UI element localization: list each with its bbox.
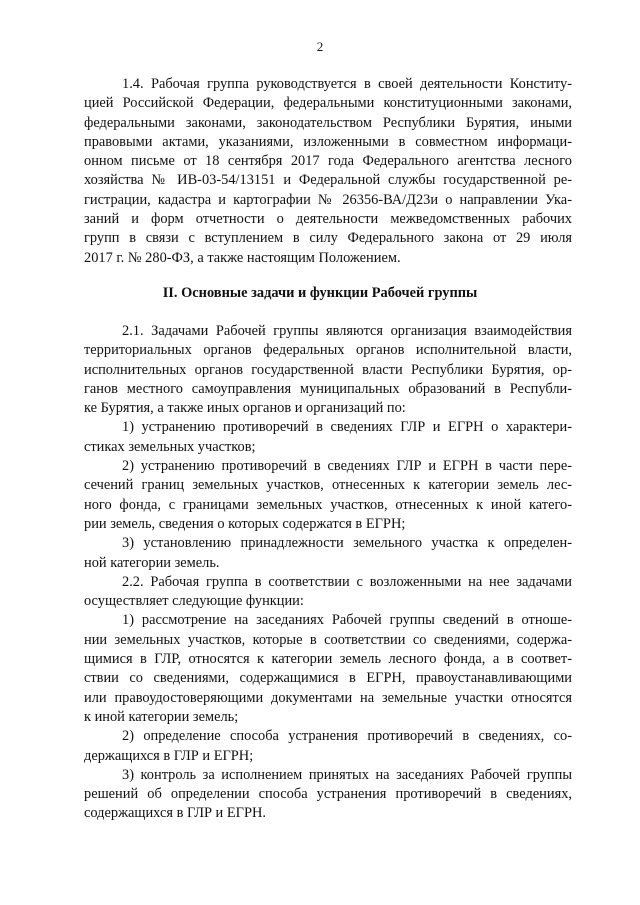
text-line: к иной категории земель; [84, 708, 239, 725]
text-line: 2) устранению противоречий в сведениях ГЛР и ЕГРН в части пере- [122, 458, 572, 475]
text-line: заний и форм отчетности о деятельности межведомственных рабочих [84, 211, 572, 228]
text-line: исполнительных органов государственной власти Республики Бурятия, ор- [84, 361, 572, 378]
text-line: содержащихся в ГЛР и ЕГРН. [84, 805, 266, 822]
text-line: 2.2. Рабочая группа в соответствии с возложенными на нее задачами [122, 573, 572, 590]
text-line: ке Бурятия, а также иных органов и организаций по: [84, 400, 406, 417]
text-line: федеральными законами, законодательством Республики Бурятия, иными [84, 114, 572, 131]
text-line: решений об определении способа устранения противоречий в сведениях, [84, 786, 572, 803]
text-line: 2) определение способа устранения противоречий в сведениях, со- [122, 728, 572, 745]
text-line: или правоудостоверяющими документами на земельные участки относятся [84, 689, 572, 706]
text-line: 1.4. Рабочая группа руководствуется в своей деятельности Конститу- [122, 76, 572, 92]
text-line: хозяйства № ИВ-03-54/13151 и Федеральной службы государственной ре- [84, 172, 572, 189]
section-body [84, 322, 572, 824]
text-line: групп в связи с вступлением в силу Федерального закона от 29 июля [84, 230, 572, 247]
page-number: 2 [316, 39, 324, 54]
text-line: 2017 г. № 280-ФЗ, а также настоящим Положением. [84, 249, 401, 266]
text-line: сечений границ земельных участков, отнесенных к категории земель лес- [84, 477, 572, 494]
text-line: гистрации, кадастра и картографии № 26356-ВА/Д23и о направлении Ука- [84, 191, 572, 208]
section-heading: II. Основные задачи и функции Рабочей группы [162, 285, 478, 301]
text-line: 1) устранению противоречий в сведениях ГЛР и ЕГРН о характери- [122, 419, 572, 436]
text-line: 3) установлению принадлежности земельного участка к определен- [122, 535, 572, 552]
text-line: онном письме от 18 сентября 2017 года Федерального агентства лесного [84, 153, 572, 170]
text-line: территориальных органов федеральных органов исполнительной власти, [84, 342, 572, 359]
text-line: ганов местного самоуправления муниципальных образований в Республи- [84, 380, 572, 397]
text-line: держащихся в ГЛР и ЕГРН; [84, 747, 254, 764]
paragraph-1-4 [84, 75, 572, 268]
text-line: ствии со сведениями, содержащимися в ЕГРН, правоустанавливающими [84, 670, 572, 687]
text-line: стиках земельных участков; [84, 438, 256, 455]
text-line: рии земель, сведения о которых содержатся в ЕГРН; [84, 515, 406, 532]
text-line: щимися в ГЛР, относятся к категории земель лесного фонда, а в соответ- [84, 651, 572, 668]
text-line: 2.1. Задачами Рабочей группы являются организация взаимодействия [122, 323, 572, 339]
text-line: 3) контроль за исполнением принятых на заседаниях Рабочей группы [122, 766, 572, 783]
text-line: нии земельных участков, которые в соответствии со сведениями, содержа- [84, 631, 572, 648]
text-line: осуществляет следующие функции: [84, 593, 304, 610]
text-line: ной категории земель. [84, 554, 220, 571]
text-line: ного фонда, с границами земельных участков, отнесенных к иной катего- [84, 496, 572, 513]
text-line: цией Российской Федерации, федеральными конституционными законами, [84, 95, 572, 112]
text-line: 1) рассмотрение на заседаниях Рабочей группы сведений в отноше- [122, 612, 572, 629]
text-line: правовыми актами, указаниями, изложенными в совместном информаци- [84, 133, 572, 150]
